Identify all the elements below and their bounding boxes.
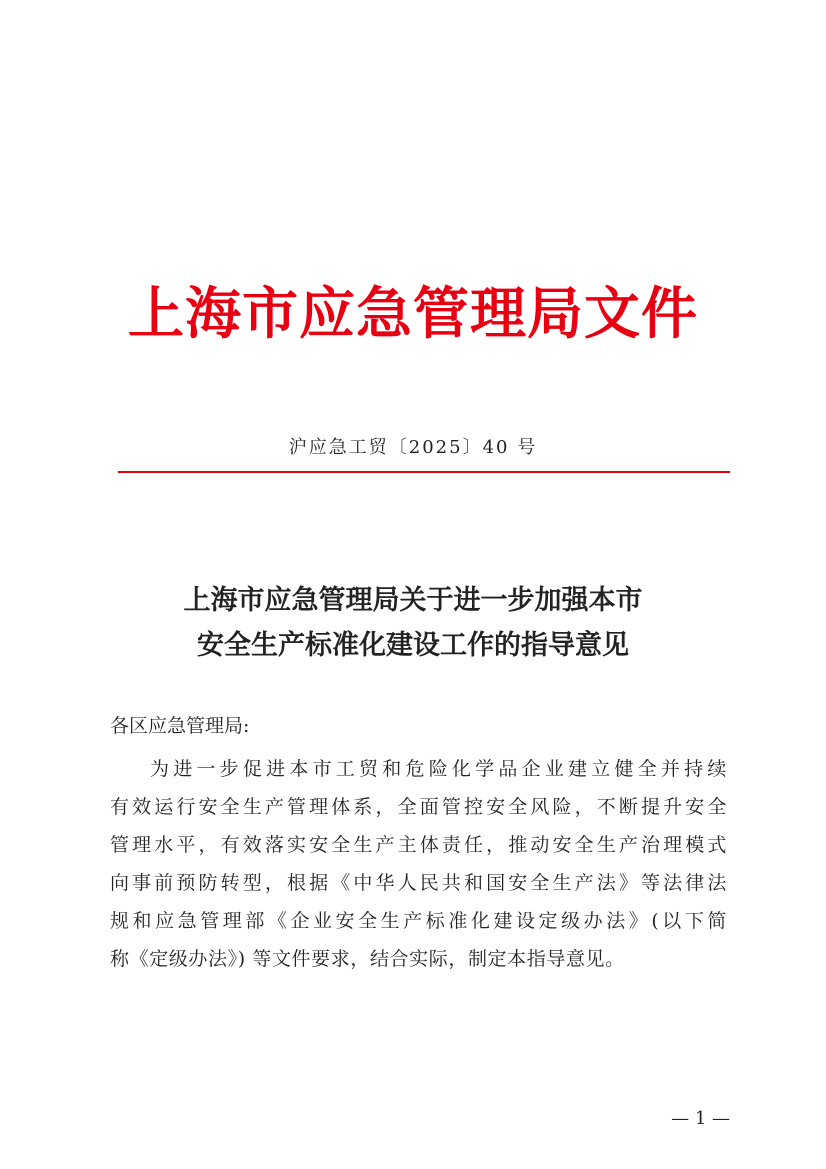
- body-line: 向事前预防转型，根据《中华人民共和国安全生产法》等法律法: [110, 872, 727, 894]
- agency-header-title: 上海市应急管理局文件: [128, 281, 698, 347]
- body-line: 管理水平，有效落实安全生产主体责任，推动安全生产治理模式: [110, 834, 727, 856]
- document-number: 沪应急工贸〔2025〕40 号: [288, 437, 538, 458]
- red-separator-line: [118, 471, 730, 473]
- page-number: — 1 —: [671, 1108, 730, 1129]
- document-title-line-2: 安全生产标准化建设工作的指导意见: [197, 630, 629, 661]
- body-paragraph: [110, 750, 727, 978]
- body-line: 称《定级办法》) 等文件要求，结合实际，制定本指导意见。: [110, 948, 625, 970]
- body-line: 为进一步促进本市工贸和危险化学品企业建立健全并持续: [150, 758, 727, 780]
- body-line: 有效运行安全生产管理体系，全面管控安全风险，不断提升安全: [110, 796, 727, 818]
- salutation: 各区应急管理局:: [110, 715, 250, 737]
- document-title: [0, 578, 826, 668]
- body-line: 规和应急管理部《企业安全生产标准化建设定级办法》(以下简: [110, 910, 727, 932]
- document-title-line-1: 上海市应急管理局关于进一步加强本市: [183, 585, 643, 616]
